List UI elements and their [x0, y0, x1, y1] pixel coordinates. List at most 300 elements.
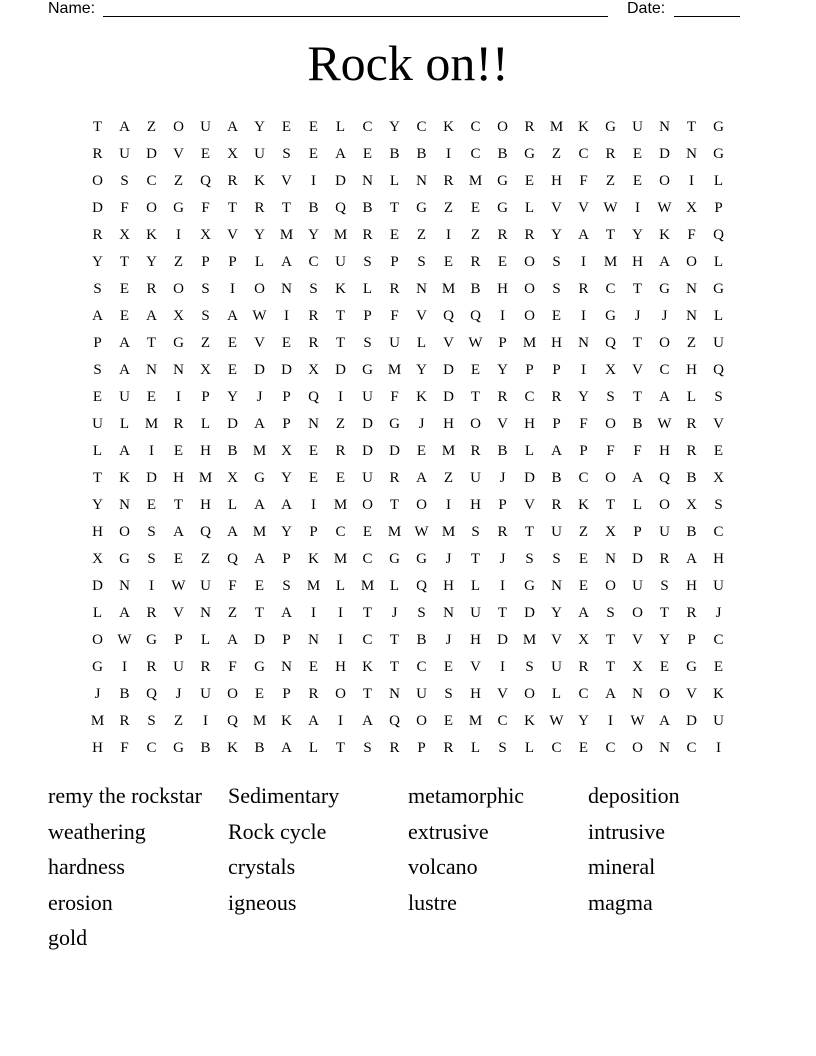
grid-letter: U	[119, 389, 130, 405]
grid-letter: O	[146, 200, 157, 216]
grid-letter: U	[551, 659, 562, 675]
grid-letter: K	[308, 551, 319, 567]
grid-letter: E	[632, 146, 643, 162]
grid-letter: T	[632, 389, 643, 405]
grid-letter: M	[387, 362, 402, 378]
grid-letter: L	[632, 497, 643, 513]
grid-letter: H	[173, 470, 184, 486]
grid-letter: H	[632, 254, 643, 270]
word-bank-item: erosion	[48, 889, 113, 915]
grid-letter: I	[581, 362, 586, 378]
grid-letter: J	[445, 551, 452, 567]
grid-letter: U	[92, 416, 103, 432]
grid-letter: W	[603, 200, 618, 216]
grid-letter: V	[416, 308, 427, 324]
grid-letter: V	[254, 335, 265, 351]
grid-letter: N	[605, 551, 616, 567]
grid-letter: B	[470, 281, 481, 297]
grid-letter: G	[659, 281, 670, 297]
grid-letter: X	[308, 362, 319, 378]
grid-letter: X	[227, 470, 238, 486]
grid-letter: E	[578, 551, 589, 567]
grid-letter: A	[119, 605, 130, 621]
grid-letter: E	[551, 308, 562, 324]
grid-letter: E	[416, 443, 427, 459]
grid-letter: Y	[308, 227, 319, 243]
grid-letter: D	[524, 605, 535, 621]
grid-letter: G	[254, 659, 265, 675]
grid-letter: O	[92, 173, 103, 189]
grid-letter: O	[497, 119, 508, 135]
grid-letter: K	[578, 119, 589, 135]
grid-letter: N	[173, 362, 184, 378]
grid-letter: P	[309, 524, 318, 540]
grid-letter: X	[605, 362, 616, 378]
grid-letter: H	[92, 524, 103, 540]
grid-letter: C	[578, 686, 589, 702]
grid-letter: I	[500, 659, 505, 675]
grid-letter: O	[524, 281, 535, 297]
grid-letter: R	[470, 254, 481, 270]
grid-letter: X	[713, 470, 724, 486]
grid-letter: V	[173, 605, 184, 621]
grid-letter: T	[227, 200, 238, 216]
grid-letter: N	[146, 362, 157, 378]
grid-letter: M	[468, 713, 483, 729]
grid-letter: B	[119, 686, 130, 702]
grid-letter: B	[551, 470, 562, 486]
grid-letter: P	[579, 443, 588, 459]
grid-letter: C	[335, 524, 346, 540]
grid-letter: H	[470, 686, 481, 702]
grid-letter: S	[714, 497, 723, 513]
grid-letter: Z	[227, 605, 238, 621]
grid-letter: C	[416, 119, 427, 135]
grid-letter: E	[362, 524, 373, 540]
grid-letter: M	[198, 470, 213, 486]
word-bank-item: intrusive	[588, 818, 665, 844]
grid-letter: Q	[308, 389, 319, 405]
word-bank-item: metamorphic	[408, 783, 525, 808]
grid-letter: M	[441, 443, 456, 459]
grid-letter: A	[578, 605, 589, 621]
grid-letter: N	[119, 497, 130, 513]
grid-letter: Z	[551, 146, 562, 162]
grid-letter: A	[416, 470, 427, 486]
grid-letter: A	[146, 308, 157, 324]
grid-letter: W	[414, 524, 429, 540]
grid-letter: B	[497, 443, 508, 459]
grid-letter: F	[228, 659, 237, 675]
grid-letter: U	[713, 335, 724, 351]
grid-letter: Z	[686, 335, 697, 351]
grid-letter: D	[443, 362, 454, 378]
grid-letter: O	[254, 281, 265, 297]
grid-letter: E	[443, 659, 454, 675]
grid-letter: L	[524, 443, 535, 459]
grid-letter: Q	[200, 173, 211, 189]
grid-letter: Z	[146, 119, 157, 135]
grid-letter: X	[686, 200, 697, 216]
grid-letter: K	[146, 227, 157, 243]
grid-letter: E	[254, 686, 265, 702]
grid-letter: S	[660, 578, 669, 594]
grid-letter: W	[117, 632, 132, 648]
grid-letter: A	[227, 119, 238, 135]
grid-letter: R	[497, 524, 508, 540]
grid-letter: A	[281, 497, 292, 513]
grid-letter: U	[362, 470, 373, 486]
header	[48, 0, 748, 20]
grid-letter: R	[686, 605, 697, 621]
grid-letter: Y	[254, 227, 265, 243]
grid-letter: A	[362, 713, 373, 729]
grid-letter: H	[659, 443, 670, 459]
grid-letter: X	[686, 497, 697, 513]
word-bank-item: gold	[48, 925, 88, 950]
grid-letter: N	[389, 686, 400, 702]
grid-letter: S	[147, 524, 156, 540]
grid-letter: I	[635, 200, 640, 216]
grid-letter: R	[470, 443, 481, 459]
grid-letter: R	[308, 308, 319, 324]
grid-letter: M	[333, 497, 348, 513]
grid-letter: U	[632, 578, 643, 594]
grid-letter: R	[362, 227, 373, 243]
grid-letter: S	[525, 659, 534, 675]
grid-letter: G	[389, 416, 400, 432]
grid-letter: F	[120, 200, 129, 216]
grid-letter: C	[578, 470, 589, 486]
grid-letter: T	[389, 632, 400, 648]
grid-letter: G	[713, 146, 724, 162]
grid-letter: H	[335, 659, 346, 675]
grid-letter: E	[308, 659, 319, 675]
grid-letter: A	[578, 227, 589, 243]
grid-letter: L	[686, 389, 697, 405]
grid-letter: R	[524, 119, 535, 135]
grid-letter: W	[171, 578, 186, 594]
grid-letter: E	[524, 173, 535, 189]
grid-letter: B	[389, 146, 400, 162]
grid-letter: A	[281, 254, 292, 270]
grid-letter: X	[605, 524, 616, 540]
grid-letter: K	[416, 389, 427, 405]
grid-letter: X	[200, 362, 211, 378]
grid-letter: D	[632, 551, 643, 567]
grid-letter: R	[578, 659, 589, 675]
grid-letter: T	[281, 200, 292, 216]
grid-letter: T	[389, 497, 400, 513]
grid-letter: B	[416, 632, 427, 648]
grid-letter: T	[470, 551, 481, 567]
grid-letter: E	[335, 470, 346, 486]
grid-letter: A	[308, 713, 319, 729]
grid-letter: L	[335, 578, 346, 594]
grid-letter: D	[146, 146, 157, 162]
grid-letter: X	[119, 227, 130, 243]
grid-letter: G	[497, 200, 508, 216]
grid-letter: I	[230, 281, 235, 297]
grid-letter: E	[308, 470, 319, 486]
grid-letter: E	[308, 443, 319, 459]
grid-letter: E	[173, 443, 184, 459]
grid-letter: R	[92, 227, 103, 243]
grid-letter: S	[147, 713, 156, 729]
grid-letter: H	[524, 416, 535, 432]
grid-letter: C	[146, 740, 157, 756]
grid-letter: C	[524, 389, 535, 405]
grid-letter: S	[471, 524, 480, 540]
grid-letter: A	[551, 443, 562, 459]
grid-letter: J	[499, 470, 506, 486]
grid-letter: R	[389, 740, 400, 756]
grid-letter: D	[146, 470, 157, 486]
grid-letter: D	[659, 146, 670, 162]
grid-letter: E	[497, 254, 508, 270]
grid-letter: I	[689, 173, 694, 189]
grid-letter: O	[605, 470, 616, 486]
grid-letter: Q	[335, 200, 346, 216]
grid-letter: R	[686, 416, 697, 432]
grid-letter: G	[119, 551, 130, 567]
grid-letter: E	[470, 200, 481, 216]
grid-letter: D	[254, 632, 265, 648]
grid-letter: F	[390, 389, 399, 405]
grid-letter: G	[362, 362, 373, 378]
grid-letter: V	[578, 200, 589, 216]
grid-letter: T	[686, 119, 697, 135]
grid-letter: X	[281, 443, 292, 459]
grid-letter: N	[686, 146, 697, 162]
grid-letter: O	[416, 713, 427, 729]
grid-letter: M	[549, 119, 564, 135]
grid-letter: V	[713, 416, 724, 432]
grid-letter: O	[659, 173, 670, 189]
grid-letter: B	[308, 200, 319, 216]
grid-letter: E	[470, 362, 481, 378]
grid-letter: L	[470, 578, 481, 594]
grid-letter: I	[581, 254, 586, 270]
grid-letter: C	[362, 632, 373, 648]
grid-letter: R	[308, 335, 319, 351]
grid-letter: A	[659, 713, 670, 729]
grid-letter: W	[657, 200, 672, 216]
grid-letter: I	[338, 632, 343, 648]
grid-letter: A	[227, 632, 238, 648]
grid-letter: L	[92, 443, 103, 459]
grid-letter: R	[92, 146, 103, 162]
grid-letter: R	[173, 416, 184, 432]
grid-letter: L	[551, 686, 562, 702]
grid-letter: H	[470, 632, 481, 648]
grid-letter: S	[606, 605, 615, 621]
grid-letter: I	[716, 740, 721, 756]
grid-letter: C	[551, 740, 562, 756]
grid-letter: M	[306, 578, 321, 594]
word-bank-item: extrusive	[408, 818, 489, 844]
grid-letter: M	[603, 254, 618, 270]
grid-letter: F	[228, 578, 237, 594]
grid-letter: M	[522, 632, 537, 648]
grid-letter: C	[416, 659, 427, 675]
grid-letter: G	[92, 659, 103, 675]
grid-letter: Z	[416, 227, 427, 243]
grid-letter: R	[308, 686, 319, 702]
grid-letter: G	[173, 200, 184, 216]
grid-letter: S	[498, 740, 507, 756]
grid-letter: A	[254, 551, 265, 567]
grid-letter: Q	[713, 362, 724, 378]
grid-letter: T	[254, 605, 265, 621]
grid-letter: E	[578, 740, 589, 756]
grid-letter: W	[468, 335, 483, 351]
grid-letter: E	[713, 659, 724, 675]
grid-letter: H	[443, 578, 454, 594]
grid-letter: I	[284, 308, 289, 324]
grid-letter: B	[686, 470, 697, 486]
grid-letter: P	[93, 335, 102, 351]
grid-letter: L	[713, 308, 724, 324]
grid-letter: H	[713, 551, 724, 567]
grid-letter: Y	[497, 362, 508, 378]
grid-letter: T	[362, 686, 373, 702]
grid-letter: D	[254, 362, 265, 378]
grid-letter: S	[363, 740, 372, 756]
grid-letter: S	[282, 578, 291, 594]
grid-letter: A	[686, 551, 697, 567]
grid-letter: L	[200, 416, 211, 432]
grid-letter: L	[470, 740, 481, 756]
grid-letter: I	[608, 713, 613, 729]
grid-letter: D	[335, 173, 346, 189]
grid-letter: C	[362, 119, 373, 135]
grid-letter: V	[281, 173, 292, 189]
date-line	[674, 16, 740, 17]
grid-letter: D	[227, 416, 238, 432]
grid-letter: C	[146, 173, 157, 189]
grid-letter: R	[497, 227, 508, 243]
grid-letter: Q	[443, 308, 454, 324]
grid-letter: G	[713, 281, 724, 297]
grid-letter: P	[714, 200, 723, 216]
grid-letter: K	[227, 740, 238, 756]
grid-letter: B	[227, 443, 238, 459]
grid-letter: S	[147, 551, 156, 567]
grid-letter: L	[713, 254, 724, 270]
grid-letter: Z	[173, 254, 184, 270]
grid-letter: I	[338, 389, 343, 405]
page-title: Rock on!!	[307, 35, 509, 91]
grid-letter: B	[254, 740, 265, 756]
grid-letter: Q	[470, 308, 481, 324]
grid-letter: T	[146, 335, 157, 351]
grid-letter: U	[470, 605, 481, 621]
grid-letter: Y	[146, 254, 157, 270]
grid-letter: O	[119, 524, 130, 540]
grid-letter: D	[362, 443, 373, 459]
grid-letter: E	[308, 146, 319, 162]
grid-letter: M	[360, 578, 375, 594]
grid-letter: N	[308, 416, 319, 432]
grid-letter: Z	[335, 416, 346, 432]
grid-letter: O	[632, 740, 643, 756]
grid-letter: E	[119, 281, 130, 297]
grid-letter: S	[363, 254, 372, 270]
grid-letter: O	[92, 632, 103, 648]
grid-letter: M	[333, 227, 348, 243]
grid-letter: A	[605, 686, 616, 702]
grid-letter: E	[281, 119, 292, 135]
grid-letter: S	[552, 281, 561, 297]
grid-letter: I	[149, 578, 154, 594]
grid-letter: N	[308, 632, 319, 648]
grid-letter: R	[605, 146, 616, 162]
grid-letter: W	[630, 713, 645, 729]
grid-letter: R	[524, 227, 535, 243]
grid-letter: D	[362, 416, 373, 432]
grid-letter: K	[524, 713, 535, 729]
grid-letter: U	[200, 686, 211, 702]
grid-letter: T	[659, 605, 670, 621]
grid-letter: Z	[443, 470, 454, 486]
grid-letter: O	[632, 605, 643, 621]
grid-letter: O	[686, 254, 697, 270]
grid-letter: P	[633, 524, 642, 540]
grid-letter: U	[659, 524, 670, 540]
grid-letter: S	[201, 281, 210, 297]
grid-letter: U	[254, 146, 265, 162]
grid-letter: F	[579, 416, 588, 432]
grid-letter: G	[389, 551, 400, 567]
grid-letter: U	[416, 686, 427, 702]
grid-letter: J	[256, 389, 263, 405]
grid-letter: N	[443, 605, 454, 621]
grid-letter: G	[605, 119, 616, 135]
grid-letter: C	[605, 740, 616, 756]
grid-letter: M	[468, 173, 483, 189]
grid-letter: U	[335, 254, 346, 270]
grid-letter: C	[713, 632, 724, 648]
grid-letter: V	[470, 659, 481, 675]
word-search-grid	[84, 114, 732, 762]
grid-letter: Y	[227, 389, 238, 405]
grid-letter: Q	[713, 227, 724, 243]
grid-letter: G	[416, 551, 427, 567]
grid-letter: O	[362, 497, 373, 513]
grid-letter: H	[200, 443, 211, 459]
grid-letter: X	[200, 227, 211, 243]
grid-letter: I	[581, 308, 586, 324]
grid-letter: A	[227, 524, 238, 540]
grid-letter: S	[552, 551, 561, 567]
word-bank	[48, 779, 768, 957]
grid-letter: A	[632, 470, 643, 486]
grid-letter: U	[200, 119, 211, 135]
grid-letter: N	[362, 173, 373, 189]
grid-letter: Y	[254, 119, 265, 135]
grid-letter: L	[389, 578, 400, 594]
grid-letter: I	[446, 497, 451, 513]
grid-letter: E	[389, 227, 400, 243]
grid-letter: F	[579, 173, 588, 189]
grid-letter: U	[713, 578, 724, 594]
grid-letter: I	[203, 713, 208, 729]
grid-letter: E	[362, 146, 373, 162]
grid-letter: M	[90, 713, 105, 729]
grid-letter: R	[497, 389, 508, 405]
grid-letter: P	[390, 254, 399, 270]
